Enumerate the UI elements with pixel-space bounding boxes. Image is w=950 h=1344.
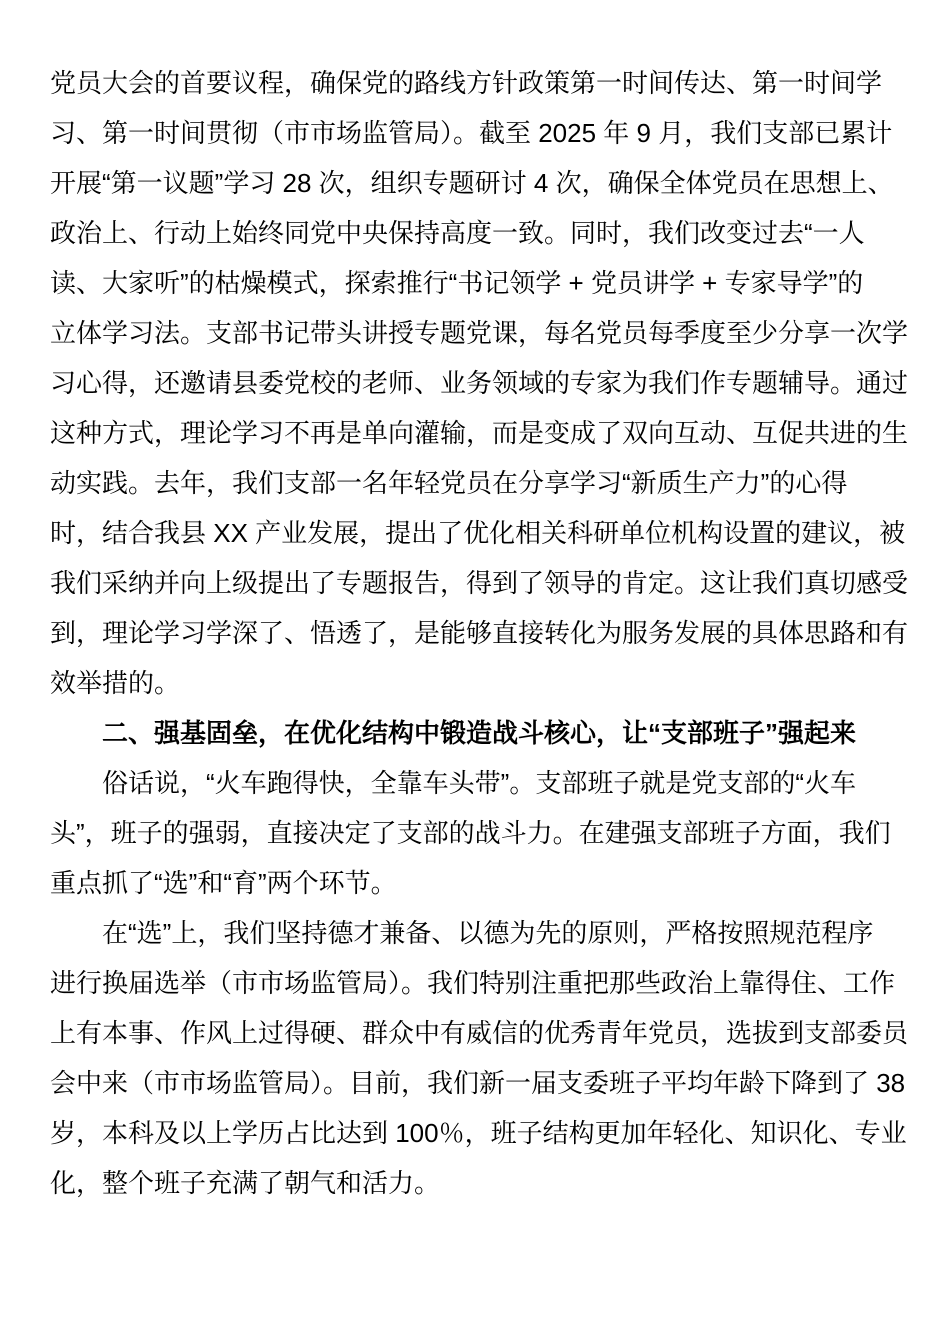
text-line: 进行换届选举（市市场监管局）。我们特别注重把那些政治上靠得住、工作 (50, 968, 896, 998)
text-line: 这种方式，理论学习不再是单向灌输，而是变成了双向互动、互促共进的生 (50, 418, 909, 448)
text-line: 会中来（市市场监管局）。目前，我们新一届支委班子平均年龄下降到了 38 (50, 1068, 906, 1098)
section-heading: 二、强基固垒，在优化结构中锻造战斗核心，让“支部班子”强起来 (102, 718, 857, 748)
text-line: 党员大会的首要议程，确保党的路线方针政策第一时间传达、第一时间学 (50, 68, 883, 98)
text-line: 重点抓了“选”和“育”两个环节。 (50, 868, 397, 898)
text-line: 立体学习法。支部书记带头讲授专题党课，每名党员每季度至少分享一次学 (50, 318, 909, 348)
text-line: 政治上、行动上始终同党中央保持高度一致。同时，我们改变过去“一人 (50, 218, 865, 248)
text-line: 化，整个班子充满了朝气和活力。 (50, 1168, 441, 1198)
text-line: 上有本事、作风上过得硬、群众中有威信的优秀青年党员，选拔到支部委员 (50, 1018, 909, 1048)
text-line: 到，理论学习学深了、悟透了，是能够直接转化为服务发展的具体思路和有 (50, 618, 909, 648)
text-line: 俗话说，“火车跑得快，全靠车头带”。支部班子就是党支部的“火车 (102, 768, 856, 798)
text-line: 岁，本科及以上学历占比达到 100％，班子结构更加年轻化、知识化、专业 (50, 1118, 907, 1148)
text-line: 习、第一时间贯彻（市市场监管局）。截至 2025 年 9 月，我们支部已累计 (50, 118, 893, 148)
text-line: 在“选”上，我们坚持德才兼备、以德为先的原则，严格按照规范程序 (102, 918, 874, 948)
text-line: 头”，班子的强弱，直接决定了支部的战斗力。在建强支部班子方面，我们 (50, 818, 891, 848)
text-line: 效举措的。 (50, 668, 181, 698)
text-line: 习心得，还邀请县委党校的老师、业务领域的专家为我们作专题辅导。通过 (50, 368, 909, 398)
text-line: 时，结合我县 XX 产业发展，提出了优化相关科研单位机构设置的建议，被 (50, 518, 906, 548)
text-line: 动实践。去年，我们支部一名年轻党员在分享学习“新质生产力”的心得 (50, 468, 848, 498)
text-line: 读、大家听”的枯燥模式，探索推行“书记领学 + 党员讲学 + 专家导学”的 (50, 268, 864, 298)
document-body (50, 58, 935, 1208)
text-line: 开展“第一议题”学习 28 次，组织专题研讨 4 次，确保全体党员在思想上、 (50, 168, 894, 198)
text-line: 我们采纳并向上级提出了专题报告，得到了领导的肯定。这让我们真切感受 (50, 568, 909, 598)
